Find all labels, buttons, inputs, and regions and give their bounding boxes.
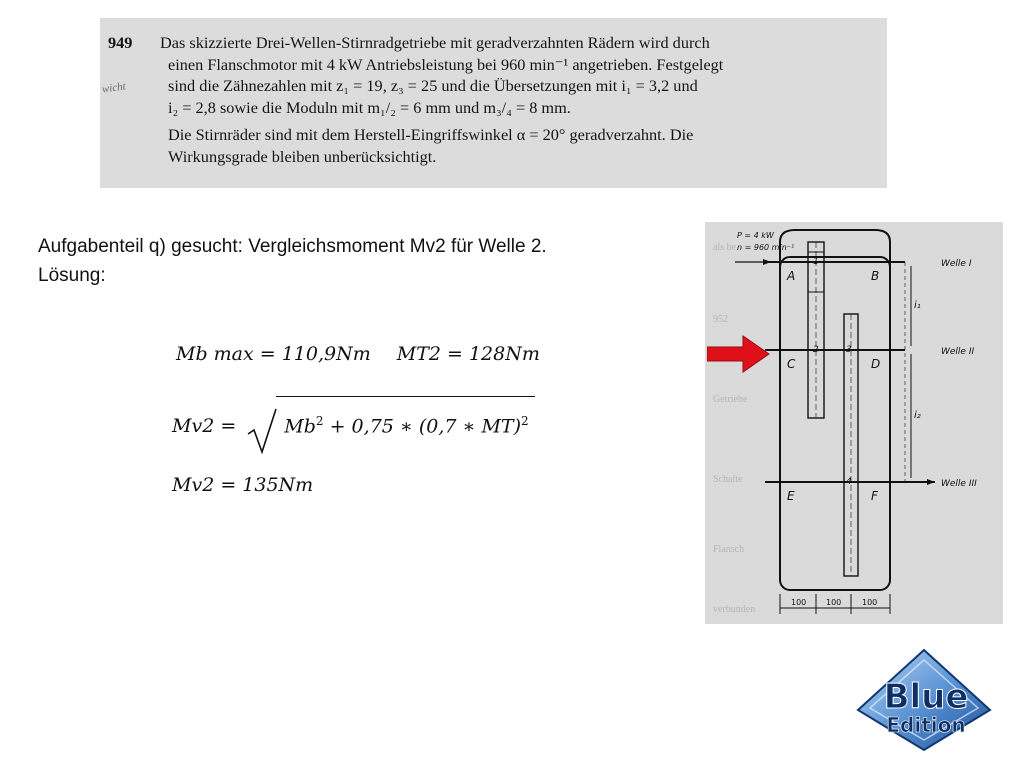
bearing-b: B [871, 269, 880, 283]
gear-1-label: 1 [813, 257, 819, 267]
exponent-1: 2 [315, 413, 324, 428]
margin-note: wicht [101, 80, 127, 96]
shaft-2-label: Welle II [941, 347, 975, 357]
svg-text:Flansch: Flansch [713, 544, 745, 555]
problem-number: 949 [108, 33, 133, 52]
logo-word-edition: Edition [886, 713, 966, 737]
logo-word-blue: Blue [883, 677, 969, 717]
speed-label: n = 960 min⁻¹ [737, 243, 795, 252]
problem-line-2: einen Flanschmotor mit 4 kW Antriebsleistung bei 960 min⁻¹ angetrieben. Festgelegt [168, 54, 724, 74]
task-text [38, 232, 547, 290]
task-solution-label: Lösung: [38, 265, 106, 286]
formula-mv2-lhs: Mv2 = [172, 415, 237, 437]
gearbox-diagram [705, 222, 1003, 624]
bearing-a: A [787, 269, 796, 283]
power-label: P = 4 kW [737, 231, 774, 240]
problem-line-5: Die Stirnräder sind mit dem Herstell-Eingriffswinkel α = 20° geradverzahnt. Die [168, 125, 694, 144]
dimension-1: 100 [791, 598, 807, 607]
formula-mv2-result: Mv2 = 135Nm [172, 474, 314, 496]
task-title: Aufgabenteil q) gesucht: Vergleichsmoment Mv2 für Welle 2. [38, 236, 547, 257]
svg-text:verbunden: verbunden [713, 604, 756, 615]
problem-line-1: Das skizzierte Drei-Wellen-Stirnradgetriebe mit geradverzahnten Rädern wird durch [160, 33, 710, 52]
formula-mb-max: Mb max = 110,9Nm [176, 343, 371, 365]
problem-line-3: sind die Zähnezahlen mit z₁ = 19, z₃ = 25 und die Übersetzungen mit i₁ = 3,2 und [168, 76, 698, 95]
problem-paragraph-2 [168, 124, 871, 167]
bearing-d: D [871, 357, 881, 371]
blue-edition-logo [856, 648, 992, 752]
formula-given-values [176, 343, 540, 365]
bearing-c: C [787, 357, 796, 371]
formula-mt2: MT2 = 128Nm [396, 343, 540, 365]
ratio-i2: i₂ [914, 410, 921, 421]
ratio-i1: i₁ [914, 300, 921, 311]
radicand-rest: + 0,75 ∗ (0,7 ∗ MT) [323, 415, 522, 437]
svg-text:als be: als be [713, 242, 737, 253]
svg-text:Getriebe: Getriebe [713, 394, 748, 405]
svg-text:Schalte: Schalte [713, 474, 743, 485]
formula-mv2-radicand [280, 414, 528, 437]
dimension-2: 100 [826, 598, 842, 607]
shaft-2-pointer-arrow [707, 334, 771, 374]
radicand-mb: Mb [284, 415, 316, 437]
shaft-1-label: Welle I [941, 259, 972, 269]
shaft-3-label: Welle III [941, 479, 977, 489]
exponent-2: 2 [521, 413, 529, 428]
dimension-3: 100 [862, 598, 878, 607]
gear-2-label: 2 [813, 345, 819, 355]
problem-line-6: Wirkungsgrade bleiben unberücksichtigt. [168, 146, 437, 166]
bearing-f: F [871, 489, 878, 503]
gear-3-label: 3 [846, 345, 852, 355]
svg-text:952: 952 [713, 314, 728, 325]
gear-4-label: 4 [846, 477, 852, 487]
problem-line-4: i₂ = 2,8 sowie die Moduln mit m₁/₂ = 6 mm und m₃/₄ = 8 mm. [168, 97, 571, 117]
formula-mv2 [172, 408, 529, 454]
bearing-e: E [787, 489, 795, 503]
sqrt-sign-icon [246, 408, 280, 454]
problem-paragraph-1 [108, 32, 871, 118]
problem-statement [100, 18, 887, 188]
